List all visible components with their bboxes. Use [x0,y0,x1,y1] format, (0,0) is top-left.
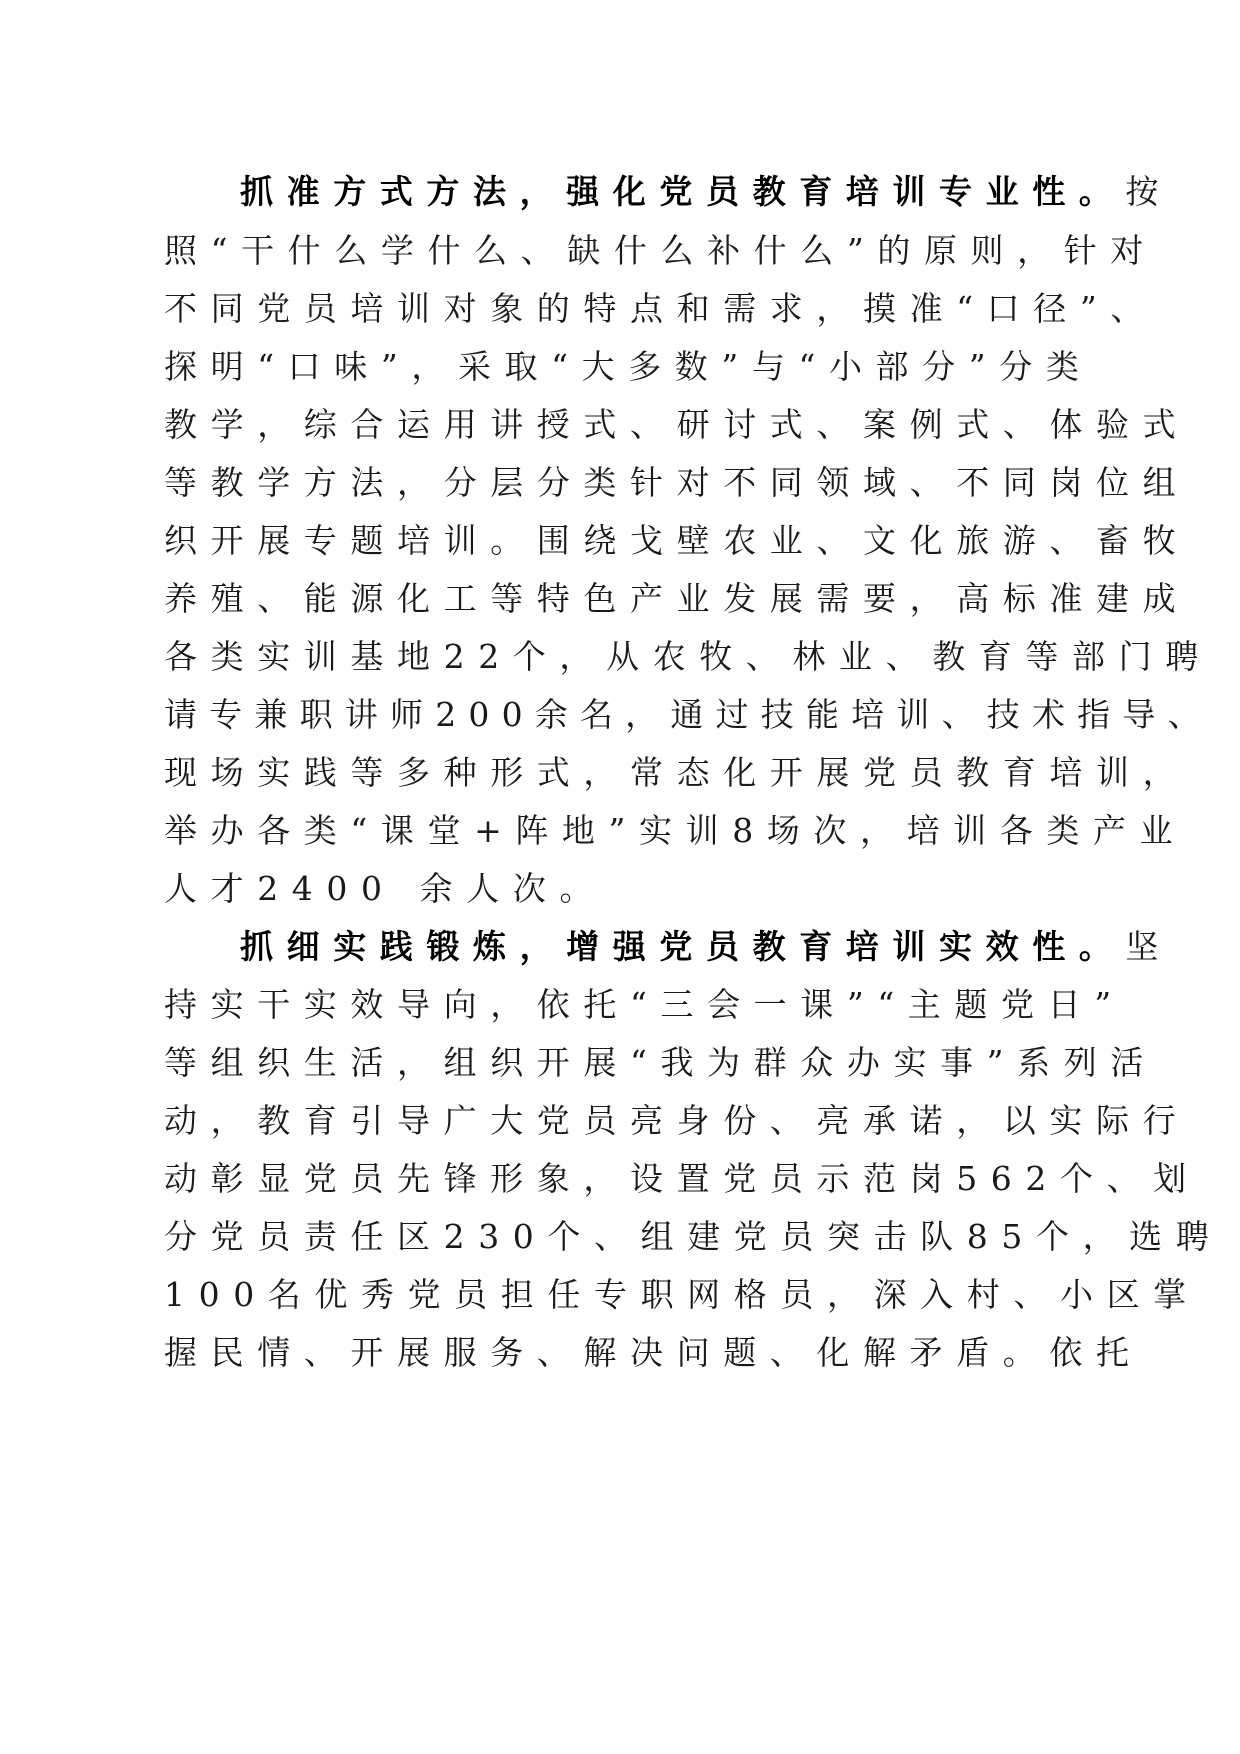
paragraph-1-first-line [240,166,1173,218]
paragraph-1-line: 教学，综合运用讲授式、研讨式、案例式、体验式 [164,405,1190,444]
paragraph-2-line: 动，教育引导广大党员亮身份、亮承诺，以实际行 [164,1101,1190,1140]
paragraph-1-line: 各类实训基地22个，从农牧、林业、教育等部门聘 [164,637,1212,676]
paragraph-1-line: 等教学方法，分层分类针对不同领域、不同岗位组 [164,463,1190,502]
paragraph-1-line: 举办各类“课堂+阵地”实训8场次，培训各类产业 [164,811,1187,850]
paragraph-1-lead-heading: 抓准方式方法，强化党员教育培训专业性。 [240,172,1126,211]
paragraph-2-line: 等组织生活，组织开展“我为群众办实事”系列活 [164,1043,1157,1082]
paragraph-2-line: 持实干实效导向，依托“三会一课”“主题党日” [164,985,1125,1024]
paragraph-1-first-line-tail: 按 [1125,172,1173,211]
paragraph-2-lead-heading: 抓细实践锻炼，增强党员教育培训实效性。 [240,927,1126,966]
paragraph-1-line: 养殖、能源化工等特色产业发展需要，高标准建成 [164,579,1190,618]
paragraph-1-line: 请专兼职讲师200余名，通过技能培训、技术指导、 [164,695,1213,734]
paragraph-1-line: 织开展专题培训。围绕戈壁农业、文化旅游、畜牧 [164,521,1190,560]
paragraph-2-first-line-tail: 坚 [1125,927,1173,966]
paragraph-2-line: 分党员责任区230个、组建党员突击队85个，选聘 [164,1217,1223,1256]
paragraph-1-line: 人才2400 余人次。 [164,869,607,908]
paragraph-1-line: 探明“口味”，采取“大多数”与“小部分”分类 [164,347,1093,386]
paragraph-1-line: 照“干什么学什么、缺什么补什么”的原则，针对 [164,231,1157,270]
paragraph-2-line: 握民情、开展服务、解决问题、化解矛盾。依托 [164,1333,1143,1372]
paragraph-2-first-line [240,921,1173,973]
paragraph-1-line: 现场实践等多种形式，常态化开展党员教育培训， [164,753,1190,792]
paragraph-2-line: 动彰显党员先锋形象，设置党员示范岗562个、划 [164,1159,1200,1198]
paragraph-1-line: 不同党员培训对象的特点和需求，摸准“口径”、 [164,289,1157,328]
paragraph-2-line: 100名优秀党员担任专职网格员，深入村、小区掌 [164,1275,1200,1314]
